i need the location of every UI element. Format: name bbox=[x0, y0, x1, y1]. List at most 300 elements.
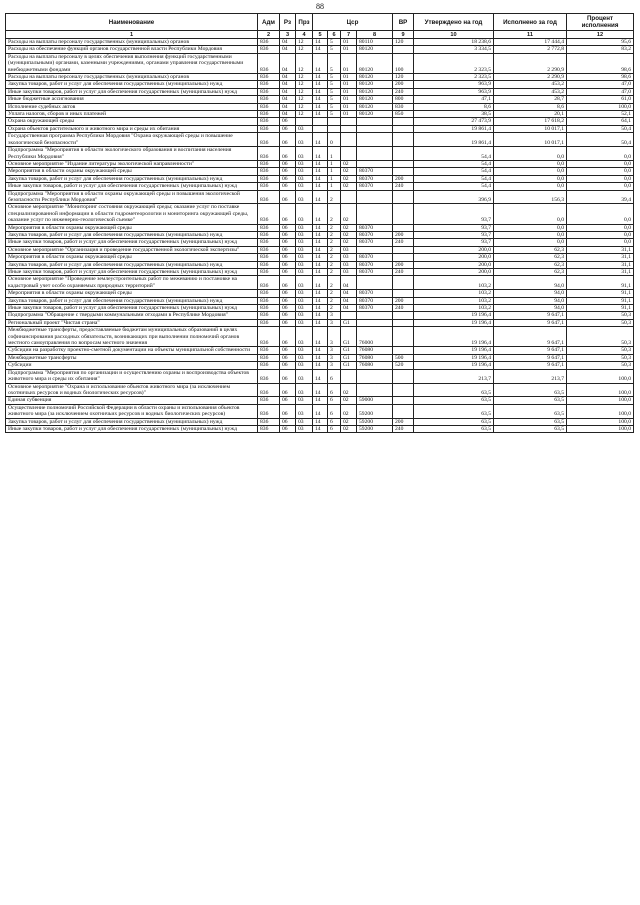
table-row bbox=[6, 269, 634, 276]
code-csr-program: 14 bbox=[313, 319, 328, 326]
code-csr-event: 01 bbox=[341, 81, 357, 88]
code-csr-event: 02 bbox=[341, 224, 357, 231]
executed-amount: 453,2 bbox=[494, 88, 567, 95]
code-csr-event: G1 bbox=[341, 327, 357, 347]
code-rz: 06 bbox=[280, 297, 296, 304]
code-vr: 240 bbox=[393, 88, 414, 95]
row-name: Основное мероприятие "Издание литературы экологической направленности" bbox=[6, 160, 258, 167]
code-prz: 03 bbox=[296, 147, 313, 161]
code-vr: 240 bbox=[393, 425, 414, 432]
code-adm: 836 bbox=[258, 354, 280, 361]
code-csr-direction: 80370 bbox=[357, 305, 393, 312]
code-csr-event: 01 bbox=[341, 39, 357, 46]
code-csr-subprogram: 1 bbox=[328, 147, 341, 161]
executed-amount: 213,7 bbox=[494, 369, 567, 383]
row-name: Расходы на выплаты персоналу государственных (муниципальных) органов bbox=[6, 74, 258, 81]
code-vr bbox=[393, 147, 414, 161]
code-rz: 06 bbox=[280, 269, 296, 276]
code-vr: 830 bbox=[393, 103, 414, 110]
code-csr-subprogram: 1 bbox=[328, 160, 341, 167]
code-prz: 03 bbox=[296, 175, 313, 182]
row-name: Иные закупки товаров, работ и услуг для обеспечения государственных (муниципальных) нужд bbox=[6, 425, 258, 432]
table-row bbox=[6, 239, 634, 246]
code-rz: 04 bbox=[280, 39, 296, 46]
code-vr bbox=[393, 290, 414, 297]
approved-amount: 63,5 bbox=[414, 383, 494, 397]
row-name: Межбюджетные трансферты, предоставляемые бюджетам муниципальных образований в целях софинансирования расходных обязательств, возникающих при выполнении полномочий органов местного самоуправления по вопросам местного значения bbox=[6, 327, 258, 347]
code-adm: 836 bbox=[258, 425, 280, 432]
row-name: Единая субвенция bbox=[6, 397, 258, 404]
code-csr-subprogram: 6 bbox=[328, 425, 341, 432]
row-name: Государственная программа Республики Мордовия "Охрана окружающей среды и повышение экологической безопасности" bbox=[6, 133, 258, 147]
code-csr-event: 04 bbox=[341, 297, 357, 304]
executed-amount: 17 618,2 bbox=[494, 118, 567, 125]
code-csr-subprogram: 2 bbox=[328, 261, 341, 268]
table-row bbox=[6, 125, 634, 132]
code-prz: 03 bbox=[296, 231, 313, 238]
code-csr-direction: 80370 bbox=[357, 261, 393, 268]
code-vr bbox=[393, 319, 414, 326]
code-csr-direction bbox=[357, 190, 393, 204]
code-rz: 06 bbox=[280, 147, 296, 161]
execution-percent: 100,0 bbox=[567, 404, 634, 418]
approved-amount: 63,5 bbox=[414, 425, 494, 432]
code-adm: 836 bbox=[258, 125, 280, 132]
header-percent: Процент исполнения bbox=[567, 14, 634, 31]
table-row bbox=[6, 418, 634, 425]
execution-percent: 50,3 bbox=[567, 354, 634, 361]
code-rz: 06 bbox=[280, 175, 296, 182]
code-csr-event: 02 bbox=[341, 425, 357, 432]
column-number: 6 bbox=[328, 31, 341, 39]
code-csr-event: 02 bbox=[341, 404, 357, 418]
code-csr-direction: 76080 bbox=[357, 362, 393, 369]
code-csr-event: 01 bbox=[341, 96, 357, 103]
approved-amount: 93,7 bbox=[414, 231, 494, 238]
code-adm: 836 bbox=[258, 261, 280, 268]
code-prz: 03 bbox=[296, 383, 313, 397]
code-csr-program: 14 bbox=[313, 369, 328, 383]
column-number: 7 bbox=[341, 31, 357, 39]
approved-amount: 103,2 bbox=[414, 276, 494, 290]
row-name: Расходы на выплаты персоналу государственных (муниципальных) органов bbox=[6, 39, 258, 46]
code-csr-direction: 80370 bbox=[357, 290, 393, 297]
code-vr: 500 bbox=[393, 354, 414, 361]
code-csr-program: 14 bbox=[313, 103, 328, 110]
code-vr bbox=[393, 133, 414, 147]
code-rz: 04 bbox=[280, 46, 296, 53]
code-prz: 03 bbox=[296, 183, 313, 190]
code-prz: 03 bbox=[296, 224, 313, 231]
row-name: Основное мероприятие "Мониторинг состояния окружающей среды; оказание услуг по поставке специализированной информации в области гидрометеорологии и мониторинга окружающей среды, оказание услуг по инженерно-геологической съемке" bbox=[6, 204, 258, 224]
code-csr-event: 01 bbox=[341, 111, 357, 118]
code-csr-subprogram: 5 bbox=[328, 53, 341, 73]
code-adm: 836 bbox=[258, 347, 280, 354]
code-rz: 04 bbox=[280, 81, 296, 88]
approved-amount: 93,7 bbox=[414, 224, 494, 231]
code-csr-direction bbox=[357, 204, 393, 224]
execution-percent: 47,0 bbox=[567, 81, 634, 88]
code-prz: 12 bbox=[296, 74, 313, 81]
code-rz: 06 bbox=[280, 204, 296, 224]
code-adm: 836 bbox=[258, 254, 280, 261]
code-csr-event bbox=[341, 312, 357, 319]
column-number: 1 bbox=[6, 31, 258, 39]
code-rz: 06 bbox=[280, 425, 296, 432]
code-csr-subprogram: 2 bbox=[328, 276, 341, 290]
code-csr-direction: 80370 bbox=[357, 168, 393, 175]
code-prz: 12 bbox=[296, 46, 313, 53]
code-csr-subprogram: 2 bbox=[328, 269, 341, 276]
approved-amount: 47,1 bbox=[414, 96, 494, 103]
code-prz: 12 bbox=[296, 53, 313, 73]
row-name: Иные бюджетные ассигнования bbox=[6, 96, 258, 103]
code-prz: 03 bbox=[296, 404, 313, 418]
approved-amount: 19 196,4 bbox=[414, 347, 494, 354]
approved-amount: 103,2 bbox=[414, 290, 494, 297]
code-vr: 240 bbox=[393, 183, 414, 190]
code-csr-program: 14 bbox=[313, 74, 328, 81]
code-vr bbox=[393, 224, 414, 231]
code-csr-program: 14 bbox=[313, 312, 328, 319]
code-csr-event bbox=[341, 125, 357, 132]
code-csr-program: 14 bbox=[313, 276, 328, 290]
row-name: Расходы на обеспечение функций органов государственной власти Республики Мордовия bbox=[6, 46, 258, 53]
table-row bbox=[6, 254, 634, 261]
row-name: Закупка товаров, работ и услуг для обеспечения государственных (муниципальных) нужд bbox=[6, 175, 258, 182]
code-csr-direction bbox=[357, 125, 393, 132]
code-csr-program: 14 bbox=[313, 204, 328, 224]
approved-amount: 27 473,9 bbox=[414, 118, 494, 125]
table-row bbox=[6, 327, 634, 347]
executed-amount: 63,5 bbox=[494, 383, 567, 397]
code-adm: 836 bbox=[258, 133, 280, 147]
executed-amount: 0,0 bbox=[494, 231, 567, 238]
table-row bbox=[6, 53, 634, 73]
code-adm: 836 bbox=[258, 362, 280, 369]
row-name: Основное мероприятие "Проведение землеустроительных работ по межеванию и постановке на кадастровый учет особо охраняемых природных территорий" bbox=[6, 276, 258, 290]
approved-amount: 19 861,4 bbox=[414, 125, 494, 132]
execution-percent: 52,1 bbox=[567, 111, 634, 118]
code-csr-direction: 80370 bbox=[357, 231, 393, 238]
execution-percent: 61,0 bbox=[567, 96, 634, 103]
code-csr-direction bbox=[357, 369, 393, 383]
row-name: Иные закупки товаров, работ и услуг для обеспечения государственных (муниципальных) нужд bbox=[6, 305, 258, 312]
code-rz: 06 bbox=[280, 404, 296, 418]
executed-amount: 63,5 bbox=[494, 397, 567, 404]
row-name: Закупка товаров, работ и услуг для обеспечения государственных (муниципальных) нужд bbox=[6, 231, 258, 238]
code-csr-program: 14 bbox=[313, 239, 328, 246]
code-csr-direction: 80370 bbox=[357, 224, 393, 231]
code-vr: 850 bbox=[393, 111, 414, 118]
code-csr-direction: 80120 bbox=[357, 81, 393, 88]
table-row bbox=[6, 354, 634, 361]
execution-percent: 95,6 bbox=[567, 39, 634, 46]
code-csr-subprogram: 3 bbox=[328, 362, 341, 369]
code-csr-subprogram: 5 bbox=[328, 46, 341, 53]
code-csr-event: 02 bbox=[341, 397, 357, 404]
execution-percent: 100,0 bbox=[567, 103, 634, 110]
code-vr: 200 bbox=[393, 418, 414, 425]
code-rz: 06 bbox=[280, 239, 296, 246]
code-csr-event: 02 bbox=[341, 239, 357, 246]
code-prz: 03 bbox=[296, 305, 313, 312]
code-adm: 836 bbox=[258, 118, 280, 125]
table-row bbox=[6, 190, 634, 204]
row-name: Мероприятия в области охраны окружающей среды bbox=[6, 168, 258, 175]
code-csr-direction: 80120 bbox=[357, 96, 393, 103]
code-rz: 06 bbox=[280, 290, 296, 297]
row-name: Иные закупки товаров, работ и услуг для обеспечения государственных (муниципальных) нужд bbox=[6, 239, 258, 246]
code-csr-direction: 76080 bbox=[357, 354, 393, 361]
table-row bbox=[6, 383, 634, 397]
code-csr-program: 14 bbox=[313, 254, 328, 261]
code-rz: 06 bbox=[280, 231, 296, 238]
code-csr-program: 14 bbox=[313, 175, 328, 182]
code-csr-subprogram: 6 bbox=[328, 383, 341, 397]
row-name: Закупка товаров, работ и услуг для обеспечения государственных (муниципальных) нужд bbox=[6, 297, 258, 304]
code-rz: 06 bbox=[280, 327, 296, 347]
budget-table bbox=[5, 13, 634, 433]
executed-amount: 62,3 bbox=[494, 261, 567, 268]
code-csr-direction bbox=[357, 383, 393, 397]
code-csr-program: 14 bbox=[313, 133, 328, 147]
code-csr-subprogram: 2 bbox=[328, 239, 341, 246]
executed-amount: 10 017,1 bbox=[494, 125, 567, 132]
row-name: Основное мероприятие "Охрана и использование объектов животного мира (за исключением охотничьих ресурсов и водных биологических ресурсов)" bbox=[6, 383, 258, 397]
approved-amount: 103,2 bbox=[414, 305, 494, 312]
executed-amount: 9 647,1 bbox=[494, 362, 567, 369]
table-row bbox=[6, 261, 634, 268]
executed-amount: 156,3 bbox=[494, 190, 567, 204]
execution-percent: 31,1 bbox=[567, 246, 634, 253]
code-adm: 836 bbox=[258, 103, 280, 110]
header-adm: Адм bbox=[258, 14, 280, 31]
code-csr-direction: 80120 bbox=[357, 53, 393, 73]
table-row bbox=[6, 404, 634, 418]
code-csr-event: 01 bbox=[341, 88, 357, 95]
code-csr-subprogram: 6 bbox=[328, 397, 341, 404]
approved-amount: 54,4 bbox=[414, 147, 494, 161]
row-name: Закупка товаров, работ и услуг для обеспечения государственных (муниципальных) нужд bbox=[6, 418, 258, 425]
table-row bbox=[6, 175, 634, 182]
code-csr-event: 02 bbox=[341, 183, 357, 190]
execution-percent: 64,1 bbox=[567, 118, 634, 125]
code-adm: 836 bbox=[258, 168, 280, 175]
code-csr-event: 03 bbox=[341, 269, 357, 276]
row-name: Исполнение судебных актов bbox=[6, 103, 258, 110]
code-csr-program: 14 bbox=[313, 347, 328, 354]
table-row bbox=[6, 133, 634, 147]
row-name: Охрана окружающей среды bbox=[6, 118, 258, 125]
approved-amount: 200,0 bbox=[414, 254, 494, 261]
row-name: Подпрограмма "Мероприятия по организации и осуществлению охраны и воспроизводства объектов животного мира и среды их обитания" bbox=[6, 369, 258, 383]
code-csr-subprogram: 2 bbox=[328, 254, 341, 261]
column-number: 8 bbox=[357, 31, 393, 39]
executed-amount: 9 647,1 bbox=[494, 319, 567, 326]
column-numbers-row bbox=[6, 31, 634, 39]
code-vr: 120 bbox=[393, 39, 414, 46]
column-number: 12 bbox=[567, 31, 634, 39]
code-vr: 240 bbox=[393, 305, 414, 312]
code-csr-direction: 59000 bbox=[357, 397, 393, 404]
header-executed: Исполнено за год bbox=[494, 14, 567, 31]
code-csr-direction bbox=[357, 246, 393, 253]
code-prz: 03 bbox=[296, 362, 313, 369]
execution-percent: 98,6 bbox=[567, 53, 634, 73]
code-csr-subprogram: 1 bbox=[328, 183, 341, 190]
code-rz: 06 bbox=[280, 125, 296, 132]
column-number: 5 bbox=[313, 31, 328, 39]
code-rz: 06 bbox=[280, 347, 296, 354]
table-row bbox=[6, 369, 634, 383]
row-name: Подпрограмма "Мероприятия в области экологического образования и воспитания населения Республики Мордовия" bbox=[6, 147, 258, 161]
code-vr bbox=[393, 276, 414, 290]
execution-percent: 50,3 bbox=[567, 347, 634, 354]
approved-amount: 213,7 bbox=[414, 369, 494, 383]
row-name: Расходы на выплаты персоналу в целях обеспечения выполнения функций государственными (муниципальными) органами, казенными учреждениями, органами управления государственными внебюджетными фондами bbox=[6, 53, 258, 73]
code-adm: 836 bbox=[258, 53, 280, 73]
code-csr-direction bbox=[357, 276, 393, 290]
approved-amount: 54,4 bbox=[414, 175, 494, 182]
execution-percent: 31,1 bbox=[567, 269, 634, 276]
code-adm: 836 bbox=[258, 239, 280, 246]
code-rz: 06 bbox=[280, 397, 296, 404]
executed-amount: 63,5 bbox=[494, 404, 567, 418]
row-name: Основное мероприятие "Организация и проведение государственной экологической экспертизы" bbox=[6, 246, 258, 253]
executed-amount: 0,0 bbox=[494, 147, 567, 161]
code-vr bbox=[393, 118, 414, 125]
code-csr-program: 14 bbox=[313, 404, 328, 418]
code-csr-program: 14 bbox=[313, 111, 328, 118]
code-adm: 836 bbox=[258, 46, 280, 53]
approved-amount: 2 323,5 bbox=[414, 53, 494, 73]
code-rz: 06 bbox=[280, 190, 296, 204]
code-vr bbox=[393, 327, 414, 347]
code-prz: 03 bbox=[296, 269, 313, 276]
code-csr-program: 14 bbox=[313, 81, 328, 88]
code-vr: 200 bbox=[393, 231, 414, 238]
code-csr-event bbox=[341, 190, 357, 204]
code-csr-subprogram: 6 bbox=[328, 418, 341, 425]
executed-amount: 62,3 bbox=[494, 269, 567, 276]
execution-percent: 100,0 bbox=[567, 397, 634, 404]
code-prz: 03 bbox=[296, 418, 313, 425]
executed-amount: 0,0 bbox=[494, 175, 567, 182]
code-csr-subprogram: 2 bbox=[328, 246, 341, 253]
table-row bbox=[6, 312, 634, 319]
code-csr-subprogram: 6 bbox=[328, 369, 341, 383]
code-vr: 240 bbox=[393, 269, 414, 276]
code-csr-direction: 76080 bbox=[357, 347, 393, 354]
execution-percent: 39,4 bbox=[567, 190, 634, 204]
code-rz: 06 bbox=[280, 418, 296, 425]
code-adm: 836 bbox=[258, 231, 280, 238]
header-name: Наименование bbox=[6, 14, 258, 31]
code-csr-program: 14 bbox=[313, 53, 328, 73]
execution-percent: 91,1 bbox=[567, 305, 634, 312]
code-rz: 06 bbox=[280, 254, 296, 261]
approved-amount: 19 196,4 bbox=[414, 327, 494, 347]
code-csr-program: 14 bbox=[313, 261, 328, 268]
code-prz: 12 bbox=[296, 96, 313, 103]
approved-amount: 200,0 bbox=[414, 246, 494, 253]
execution-percent: 0,0 bbox=[567, 204, 634, 224]
table-row bbox=[6, 46, 634, 53]
execution-percent: 100,0 bbox=[567, 369, 634, 383]
code-csr-event: 03 bbox=[341, 254, 357, 261]
approved-amount: 3 334,5 bbox=[414, 46, 494, 53]
approved-amount: 93,7 bbox=[414, 204, 494, 224]
code-adm: 836 bbox=[258, 81, 280, 88]
table-row bbox=[6, 39, 634, 46]
code-csr-subprogram: 2 bbox=[328, 290, 341, 297]
code-csr-event: 01 bbox=[341, 53, 357, 73]
code-csr-direction bbox=[357, 160, 393, 167]
row-name: Межбюджетные трансферты bbox=[6, 354, 258, 361]
code-rz: 06 bbox=[280, 224, 296, 231]
row-name: Субсидии bbox=[6, 362, 258, 369]
code-adm: 836 bbox=[258, 204, 280, 224]
code-csr-direction: 80120 bbox=[357, 46, 393, 53]
approved-amount: 2 323,5 bbox=[414, 74, 494, 81]
code-csr-event: G1 bbox=[341, 319, 357, 326]
code-csr-program: 14 bbox=[313, 96, 328, 103]
code-csr-program: 14 bbox=[313, 160, 328, 167]
code-vr bbox=[393, 383, 414, 397]
executed-amount: 94,0 bbox=[494, 297, 567, 304]
code-csr-direction: 80120 bbox=[357, 74, 393, 81]
code-adm: 836 bbox=[258, 175, 280, 182]
code-csr-subprogram bbox=[328, 118, 341, 125]
row-name: Мероприятия в области охраны окружающей среды bbox=[6, 224, 258, 231]
approved-amount: 54,4 bbox=[414, 168, 494, 175]
code-adm: 836 bbox=[258, 297, 280, 304]
execution-percent: 98,6 bbox=[567, 74, 634, 81]
code-rz: 04 bbox=[280, 111, 296, 118]
executed-amount: 9 647,1 bbox=[494, 347, 567, 354]
code-adm: 836 bbox=[258, 147, 280, 161]
code-vr: 520 bbox=[393, 362, 414, 369]
code-rz: 06 bbox=[280, 183, 296, 190]
approved-amount: 19 196,4 bbox=[414, 312, 494, 319]
code-csr-event: 01 bbox=[341, 74, 357, 81]
code-csr-event: 01 bbox=[341, 103, 357, 110]
table-row bbox=[6, 204, 634, 224]
executed-amount: 9 647,1 bbox=[494, 327, 567, 347]
code-vr bbox=[393, 254, 414, 261]
code-rz: 06 bbox=[280, 383, 296, 397]
code-adm: 836 bbox=[258, 418, 280, 425]
header-approved: Утверждено на год bbox=[414, 14, 494, 31]
code-csr-subprogram: 5 bbox=[328, 103, 341, 110]
code-csr-subprogram: 2 bbox=[328, 297, 341, 304]
code-vr bbox=[393, 347, 414, 354]
row-name: Субсидии на разработку проектно-сметной документации на объекты муниципальной собственности bbox=[6, 347, 258, 354]
row-name: Мероприятия в области охраны окружающей среды bbox=[6, 290, 258, 297]
code-prz: 03 bbox=[296, 239, 313, 246]
code-csr-direction: 80120 bbox=[357, 88, 393, 95]
code-csr-program: 14 bbox=[313, 418, 328, 425]
executed-amount: 28,7 bbox=[494, 96, 567, 103]
code-prz: 12 bbox=[296, 81, 313, 88]
approved-amount: 963,9 bbox=[414, 88, 494, 95]
code-rz: 06 bbox=[280, 133, 296, 147]
table-row bbox=[6, 290, 634, 297]
code-csr-event: 03 bbox=[341, 246, 357, 253]
executed-amount: 9 647,1 bbox=[494, 312, 567, 319]
table-row bbox=[6, 168, 634, 175]
